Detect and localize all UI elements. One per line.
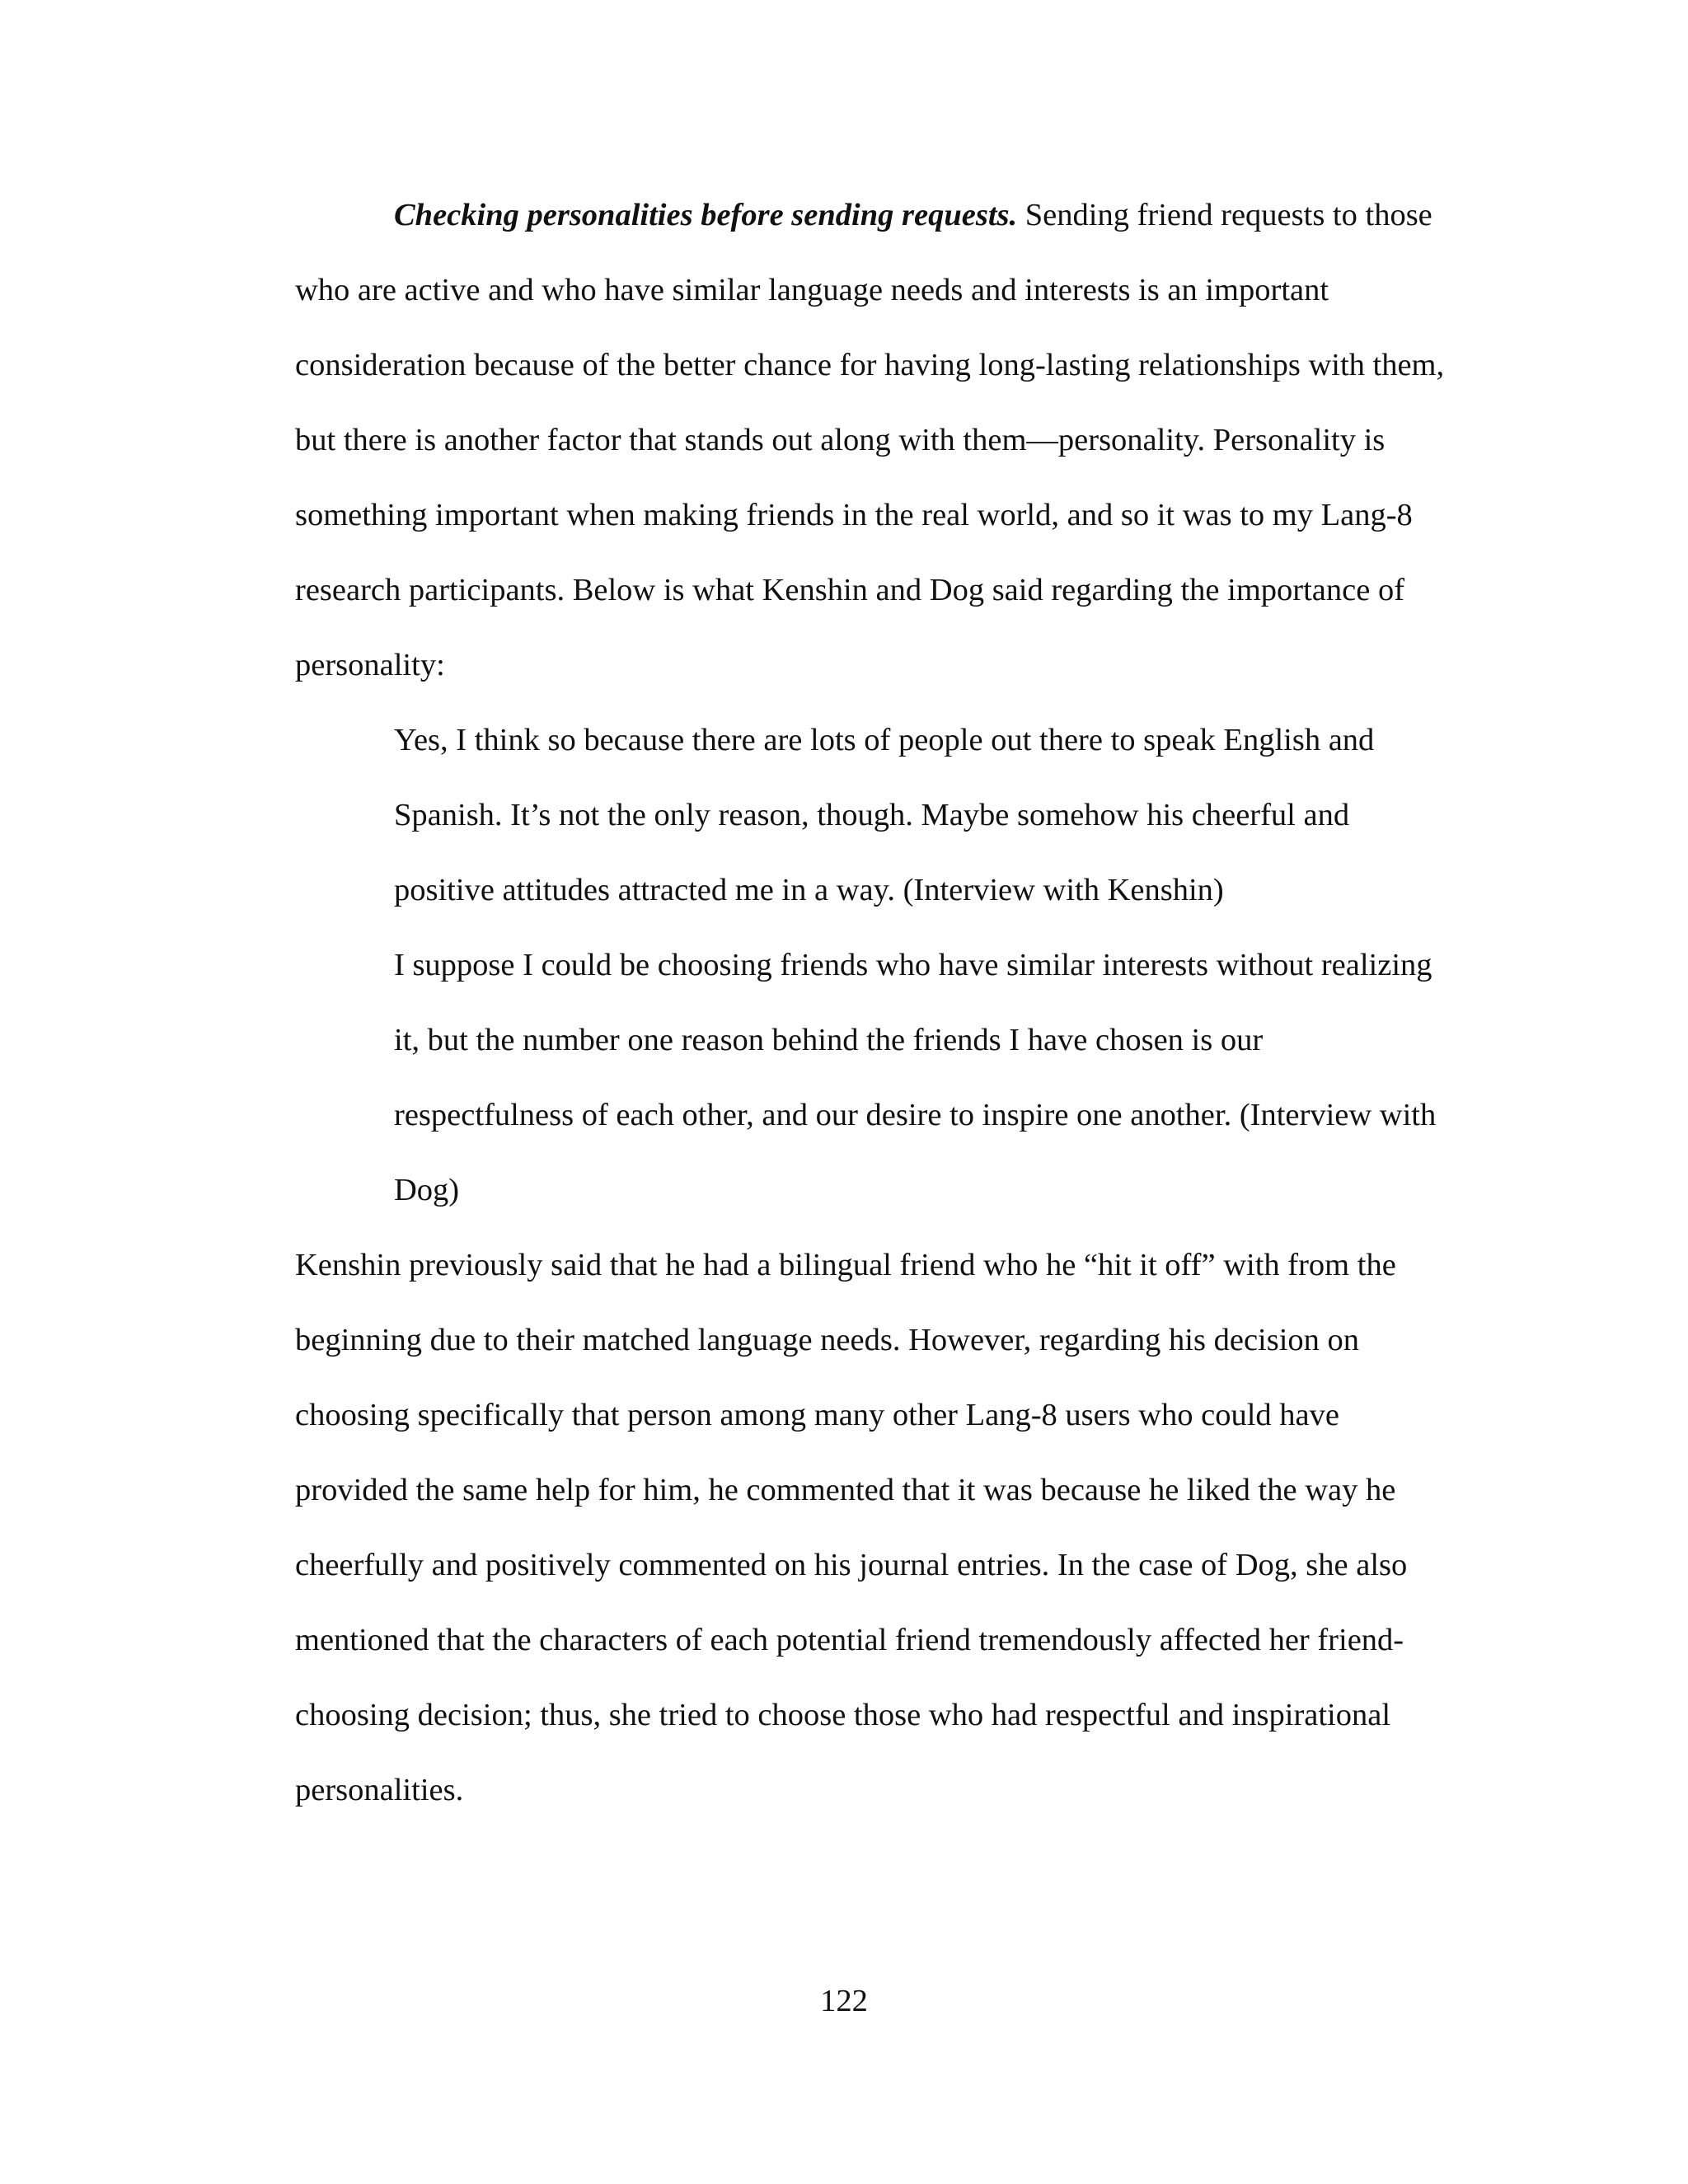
page-number: 122 xyxy=(820,1984,868,2018)
paragraph-first-line xyxy=(394,194,1432,237)
block-quote-line: Spanish. It’s not the only reason, though. Maybe somehow his cheerful and xyxy=(394,798,1350,832)
paragraph-line: research participants. Below is what Kenshin and Dog said regarding the importance of xyxy=(295,573,1405,607)
paragraph-line: personalities. xyxy=(295,1773,464,1807)
paragraph-line: consideration because of the better chance for having long-lasting relationships with them, xyxy=(295,348,1445,382)
block-quote-line: Dog) xyxy=(394,1173,460,1207)
paragraph-line: who are active and who have similar language needs and interests is an important xyxy=(295,273,1329,307)
block-quote-line: it, but the number one reason behind the friends I have chosen is our xyxy=(394,1023,1264,1057)
paragraph-line: cheerfully and positively commented on his journal entries. In the case of Dog, she also xyxy=(295,1548,1408,1582)
block-quote-line: Yes, I think so because there are lots of people out there to speak English and xyxy=(394,723,1375,757)
block-quote-line: I suppose I could be choosing friends who have similar interests without realizing xyxy=(394,948,1432,982)
paragraph-line: choosing specifically that person among many other Lang-8 users who could have xyxy=(295,1398,1339,1432)
section-heading: Checking personalities before sending requests. xyxy=(394,198,1018,232)
paragraph-line: Kenshin previously said that he had a bilingual friend who he “hit it off” with from the xyxy=(295,1248,1396,1282)
paragraph-line: but there is another factor that stands out along with them—personality. Personality is xyxy=(295,423,1386,457)
paragraph-line: provided the same help for him, he commented that it was because he liked the way he xyxy=(295,1473,1396,1507)
paragraph-line: mentioned that the characters of each potential friend tremendously affected her friend- xyxy=(295,1623,1404,1657)
paragraph-line: something important when making friends in the real world, and so it was to my Lang-8 xyxy=(295,498,1413,532)
paragraph-line: beginning due to their matched language needs. However, regarding his decision on xyxy=(295,1323,1360,1357)
block-quote-line: respectfulness of each other, and our desire to inspire one another. (Interview with xyxy=(394,1098,1437,1132)
block-quote-line: positive attitudes attracted me in a way. (Interview with Kenshin) xyxy=(394,873,1224,907)
paragraph-line: personality: xyxy=(295,648,445,682)
paragraph-line: choosing decision; thus, she tried to choose those who had respectful and inspirational xyxy=(295,1698,1391,1732)
paragraph-text: Sending friend requests to those xyxy=(1017,198,1432,232)
